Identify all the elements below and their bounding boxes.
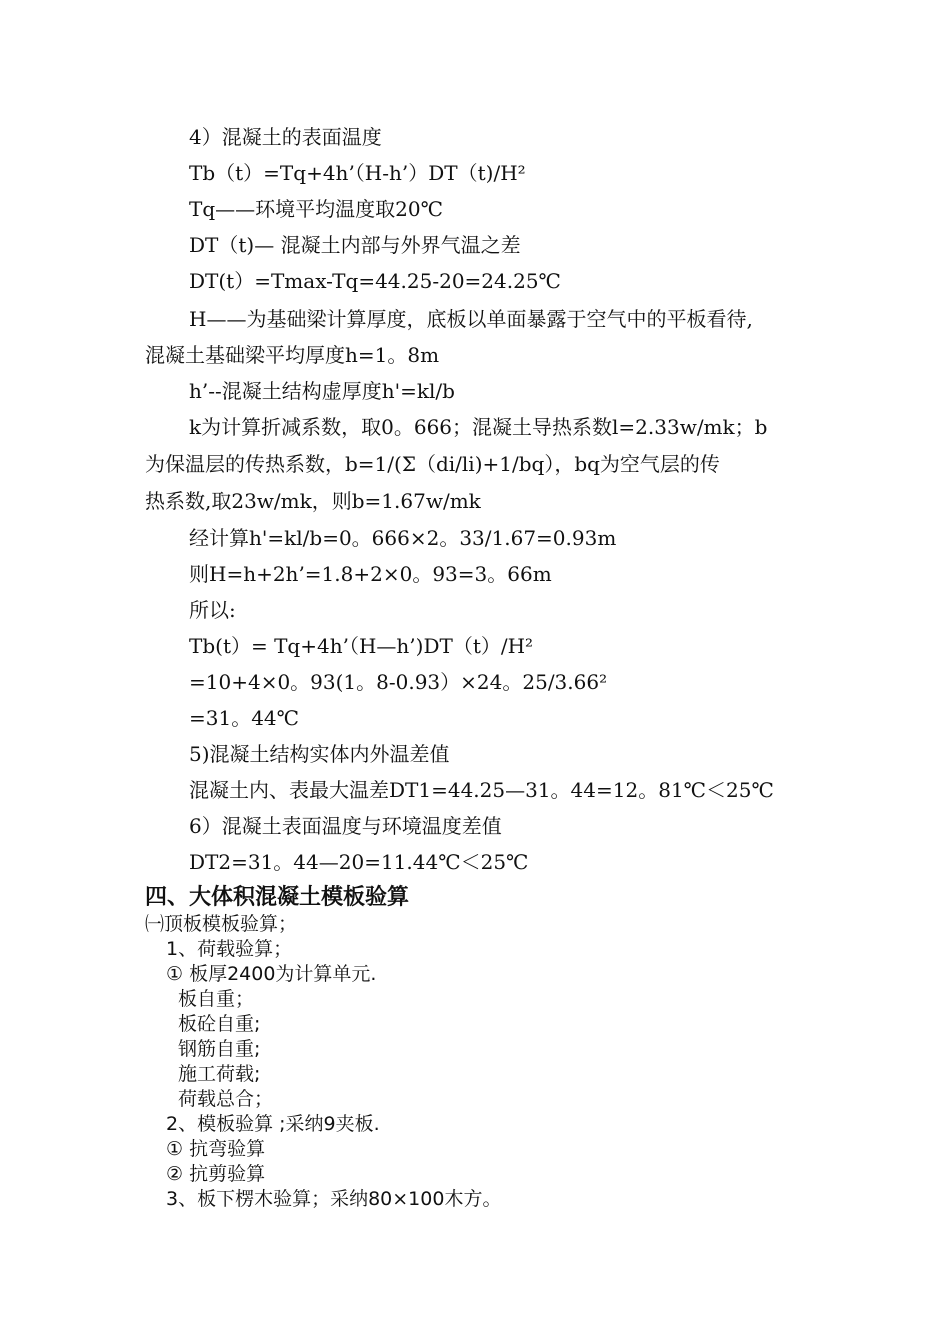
list-item: 施工荷载; <box>178 1063 261 1085</box>
text-line: DT（t)— 混凝土内部与外界气温之差 <box>189 233 521 257</box>
text-line: 混凝土基础梁平均厚度h=1。8m <box>145 343 440 367</box>
list-item: 3、板下楞木验算；采纳80×100木方。 <box>166 1188 502 1210</box>
subheading-surface-ambient-difference: 6）混凝土表面温度与环境温度差值 <box>189 814 502 838</box>
section-heading: 四、大体积混凝土模板验算 <box>145 885 410 910</box>
formula-line: DT(t）=Tmax-Tq=44.25-20=24.25℃ <box>189 269 561 293</box>
list-item: 2、模板验算 ;采纳9夹板. <box>166 1113 380 1135</box>
list-item: ① 抗弯验算 <box>166 1138 266 1160</box>
text-line: k为计算折减系数，取0。666；混凝土导热系数l=2.33w/mk；b <box>189 415 768 439</box>
text-line: 热系数,取23w/mk，则b=1.67w/mk <box>145 489 481 513</box>
formula-line: =10+4×0。93(1。8-0.93）×24。25/3.66² <box>189 670 608 694</box>
formula-line: 经计算h'=kl/b=0。666×2。33/1.67=0.93m <box>189 526 617 550</box>
list-item: 钢筋自重; <box>178 1038 261 1060</box>
list-item: 荷载总合； <box>178 1088 274 1110</box>
formula-line: 混凝土内、表最大温差DT1=44.25—31。44=12。81℃＜25℃ <box>189 778 774 802</box>
formula-line: 则H=h+2h’=1.8+2×0。93=3。66m <box>189 562 552 586</box>
formula-line: =31。44℃ <box>189 706 300 730</box>
subheading-temperature-difference: 5)混凝土结构实体内外温差值 <box>189 742 450 766</box>
formula-line: Tb(t）= Tq+4h’（H—h’)DT（t）/H² <box>189 634 534 658</box>
formula-line: DT2=31。44—20=11.44℃＜25℃ <box>189 850 529 874</box>
text-line: 为保温层的传热系数，b=1/(Σ（di/li)+1/bq），bq为空气层的传 <box>145 452 720 476</box>
text-line: h’--混凝土结构虚厚度h'=kl/b <box>189 379 455 403</box>
list-item: ① 板厚2400为计算单元. <box>166 963 377 985</box>
text-line: Tq——环境平均温度取20℃ <box>189 197 443 221</box>
text-line: H——为基础梁计算厚度，底板以单面暴露于空气中的平板看待, <box>189 307 753 331</box>
text-line: 所以: <box>189 598 236 622</box>
list-item: ② 抗剪验算 <box>166 1163 266 1185</box>
list-item: 板自重； <box>178 988 255 1010</box>
list-item: ㈠顶板模板验算； <box>145 913 298 935</box>
subheading-surface-temperature: 4）混凝土的表面温度 <box>189 125 382 149</box>
list-item: 1、荷载验算； <box>166 938 293 960</box>
formula-line: Tb（t）=Tq+4h’（H-h’）DT（t)/H² <box>189 161 526 185</box>
list-item: 板砼自重; <box>178 1013 261 1035</box>
